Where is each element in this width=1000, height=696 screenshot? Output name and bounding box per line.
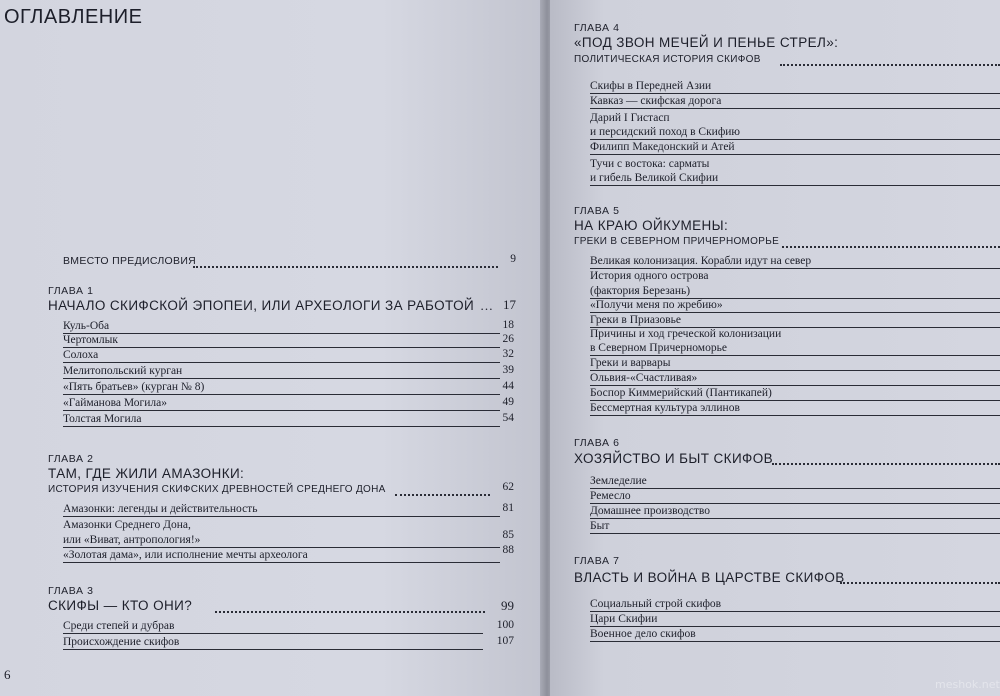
section-item: Солоха xyxy=(63,349,99,361)
section-item: «Пять братьев» (курган № 8) xyxy=(63,381,205,393)
section-item: в Северном Причерноморье xyxy=(590,342,727,354)
section-rule xyxy=(590,626,1000,627)
section-item: Ольвия-«Счастливая» xyxy=(590,372,698,384)
section-item: Боспор Киммерийский (Пантикапей) xyxy=(590,387,772,399)
chapter-subtitle: ГРЕКИ В СЕВЕРНОМ ПРИЧЕРНОМОРЬЕ xyxy=(574,236,780,247)
leader-dots xyxy=(840,582,1000,584)
section-rule xyxy=(590,93,1000,94)
leader-dots xyxy=(780,64,1000,66)
section-rule xyxy=(590,108,1000,109)
section-rule xyxy=(590,355,1000,356)
section-item: Причины и ход греческой колонизации xyxy=(590,328,782,340)
chapter-title: ХОЗЯЙСТВО И БЫТ СКИФОВ xyxy=(574,451,774,466)
chapter-label: ГЛАВА 2 xyxy=(48,453,94,465)
chapter-label: ГЛАВА 5 xyxy=(574,205,620,217)
section-rule xyxy=(63,333,500,334)
chapter-page: 17 xyxy=(503,297,516,312)
section-rule xyxy=(590,268,1000,269)
section-rule xyxy=(590,518,1000,519)
section-rule xyxy=(590,415,1000,416)
section-item: Мелитопольский курган xyxy=(63,365,183,377)
section-rule xyxy=(63,410,500,411)
section-item: и гибель Великой Скифии xyxy=(590,172,719,184)
chapter-label: ГЛАВА 3 xyxy=(48,585,94,597)
section-item: «Золотая дама», или исполнение мечты археолога xyxy=(63,549,308,561)
section-item: Толстая Могила xyxy=(63,413,142,425)
section-page: 32 xyxy=(502,348,514,360)
section-item: Филипп Македонский и Атей xyxy=(590,141,735,153)
section-rule xyxy=(590,503,1000,504)
page-number: 6 xyxy=(4,667,11,682)
section-rule xyxy=(590,370,1000,371)
section-item: Среди степей и дубрав xyxy=(63,620,175,632)
section-page: 26 xyxy=(502,333,514,345)
chapter-label: ГЛАВА 4 xyxy=(574,22,620,34)
section-page: 88 xyxy=(502,544,514,556)
section-page: 39 xyxy=(502,364,514,376)
chapter-page: 62 xyxy=(502,481,514,493)
section-item: Бессмертная культура эллинов xyxy=(590,402,740,414)
leader-dots xyxy=(782,246,1000,248)
section-page: 100 xyxy=(496,619,514,631)
section-item: или «Виват, антропология!» xyxy=(63,534,201,546)
section-item: Быт xyxy=(590,520,610,532)
section-rule xyxy=(590,533,1000,534)
leader-dots xyxy=(395,494,490,496)
section-item: Земледелие xyxy=(590,475,647,487)
preface-label: ВМЕСТО ПРЕДИСЛОВИЯ xyxy=(63,255,197,267)
section-item: (фактория Березань) xyxy=(590,285,691,297)
watermark: meshok.net xyxy=(935,678,1000,691)
section-rule xyxy=(63,378,500,379)
section-rule xyxy=(590,641,1000,642)
section-rule xyxy=(590,400,1000,401)
chapter-title: ВЛАСТЬ И ВОЙНА В ЦАРСТВЕ СКИФОВ xyxy=(574,570,845,585)
section-item: «Гайманова Могила» xyxy=(63,397,167,409)
section-item: «Получи меня по жребию» xyxy=(590,299,723,311)
section-rule xyxy=(590,488,1000,489)
section-item: Ремесло xyxy=(590,490,631,502)
section-item: Чертомлык xyxy=(63,334,118,346)
section-item: Греки в Приазовье xyxy=(590,314,682,326)
section-rule xyxy=(590,139,1000,140)
section-item: Греки и варвары xyxy=(590,357,671,369)
chapter-subtitle: ПОЛИТИЧЕСКАЯ ИСТОРИЯ СКИФОВ xyxy=(574,54,761,65)
section-page: 49 xyxy=(502,396,514,408)
section-rule xyxy=(590,312,1000,313)
chapter-label: ГЛАВА 1 xyxy=(48,285,94,297)
section-item: Великая колонизация. Корабли идут на север xyxy=(590,255,812,267)
section-item: Домашнее производство xyxy=(590,505,710,517)
section-rule xyxy=(63,562,500,563)
section-item: Социальный строй скифов xyxy=(590,598,722,610)
chapter-title: НАЧАЛО СКИФСКОЙ ЭПОПЕИ, ИЛИ АРХЕОЛОГИ ЗА РАБОТОЙ xyxy=(48,298,475,313)
section-item: История одного острова xyxy=(590,270,709,282)
section-item: Тучи с востока: сарматы xyxy=(590,158,710,170)
chapter-label: ГЛАВА 7 xyxy=(574,555,620,567)
section-item: Кавказ — скифская дорога xyxy=(590,95,722,107)
leader-dots xyxy=(193,266,498,268)
ellipsis: … xyxy=(480,298,493,313)
section-page: 18 xyxy=(502,319,514,331)
section-item: Амазонки: легенды и действительность xyxy=(63,503,258,515)
section-rule xyxy=(63,394,500,395)
chapter-title: «ПОД ЗВОН МЕЧЕЙ И ПЕНЬЕ СТРЕЛ»: xyxy=(574,35,839,50)
section-rule xyxy=(63,516,500,517)
section-rule xyxy=(63,347,500,348)
section-item: Куль-Оба xyxy=(63,320,110,332)
leader-dots xyxy=(215,611,485,613)
section-rule xyxy=(590,154,1000,155)
preface-page: 9 xyxy=(510,253,516,265)
chapter-subtitle: ИСТОРИЯ ИЗУЧЕНИЯ СКИФСКИХ ДРЕВНОСТЕЙ СРЕДНЕГО ДОНА xyxy=(48,484,386,495)
section-page: 85 xyxy=(502,529,514,541)
chapter-title: НА КРАЮ ОЙКУМЕНЫ: xyxy=(574,218,729,233)
section-rule xyxy=(590,185,1000,186)
section-page: 81 xyxy=(502,502,514,514)
section-page: 44 xyxy=(502,380,514,392)
chapter-label: ГЛАВА 6 xyxy=(574,437,620,449)
section-item: Происхождение скифов xyxy=(63,636,180,648)
chapter-title: ТАМ, ГДЕ ЖИЛИ АМАЗОНКИ: xyxy=(48,466,245,481)
section-item: Скифы в Передней Азии xyxy=(590,80,712,92)
section-rule xyxy=(63,362,500,363)
section-item: Амазонки Среднего Дона, xyxy=(63,519,191,531)
section-rule xyxy=(590,611,1000,612)
section-rule xyxy=(590,385,1000,386)
section-rule xyxy=(63,649,483,650)
section-page: 54 xyxy=(502,412,514,424)
section-rule xyxy=(63,633,483,634)
right-page xyxy=(550,0,1000,696)
leader-dots xyxy=(772,463,1000,465)
section-page: 107 xyxy=(496,635,514,647)
section-item: и персидский поход в Скифию xyxy=(590,126,741,138)
section-item: Цари Скифии xyxy=(590,613,658,625)
section-rule xyxy=(63,547,500,548)
toc-title: ОГЛАВЛЕНИЕ xyxy=(4,6,143,28)
section-rule xyxy=(63,426,500,427)
chapter-title: СКИФЫ — КТО ОНИ? xyxy=(48,598,193,613)
section-item: Дарий I Гистасп xyxy=(590,112,670,124)
chapter-page: 99 xyxy=(501,598,514,613)
section-item: Военное дело скифов xyxy=(590,628,696,640)
